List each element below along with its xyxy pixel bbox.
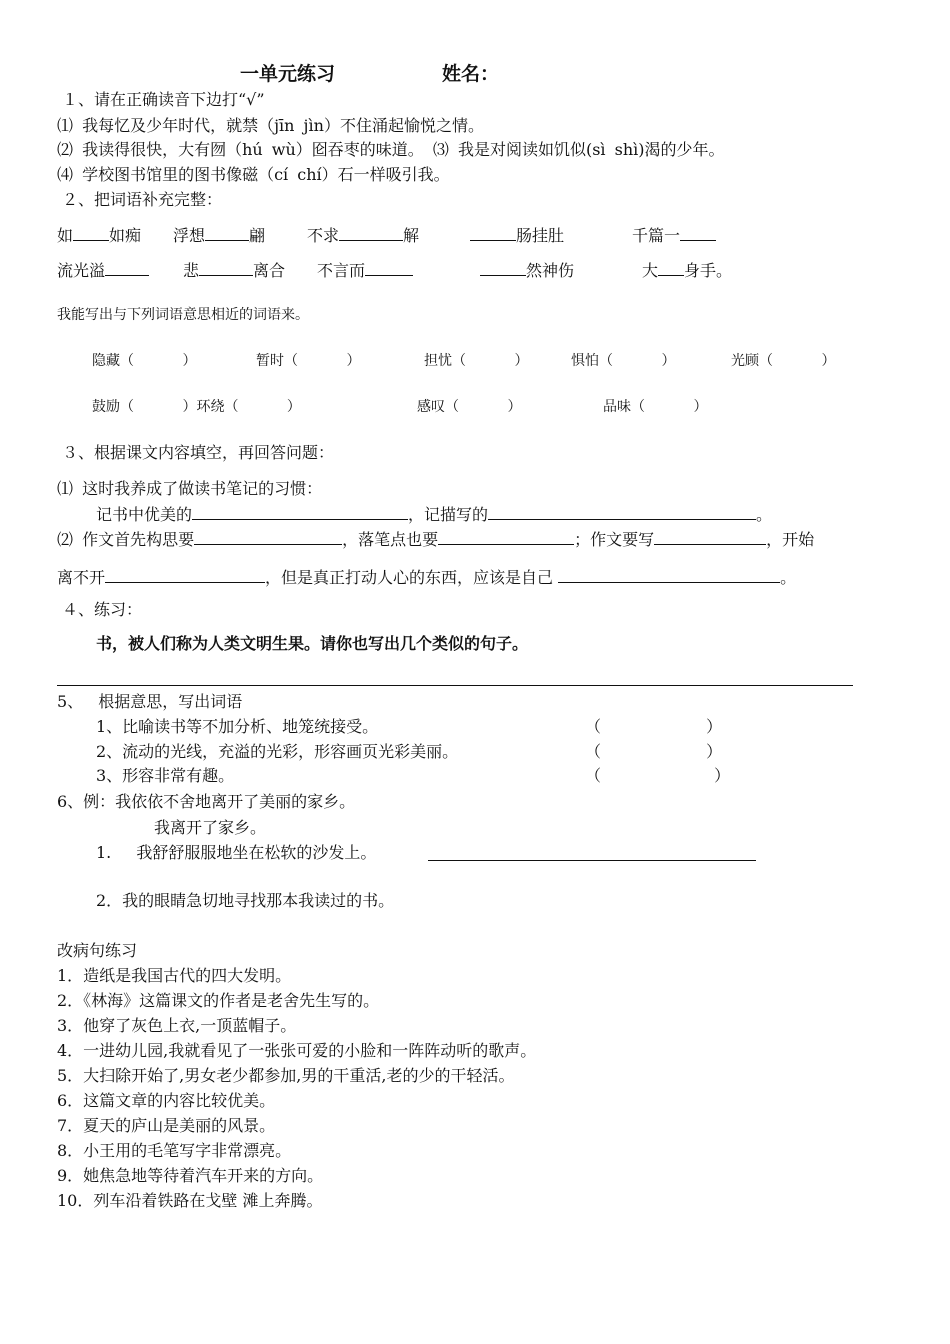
s5-item: 2、流动的光线，充溢的光彩，形容画页光彩美丽。	[96, 742, 459, 761]
sentence-item: 3．他穿了灰色上衣,一顶蓝帽子。	[57, 1016, 297, 1035]
s7-heading: 改病句练习	[57, 941, 138, 960]
fill-blank[interactable]	[558, 566, 780, 583]
fill-blank[interactable]	[488, 503, 756, 520]
worksheet-title: 一单元练习	[240, 63, 336, 85]
s3-heading: ３、根据课文内容填空，再回答问题：	[62, 443, 335, 462]
answer-paren[interactable]: （ ）	[585, 717, 723, 736]
synonym-heading: 我能写出与下列词语意思相近的词语来。	[57, 307, 309, 323]
s1-line-1: ⑴ 我每忆及少年时代，就禁（jīn jìn）不住涌起愉悦之情。	[57, 116, 484, 135]
fill-item: 浮想 翩	[173, 226, 266, 245]
sentence-item: 10．列车沿着铁路在戈壁 滩上奔腾。	[57, 1191, 323, 1210]
s1-line-2: ⑵ 我读得很快，大有囫（hú wù）囵吞枣的味道。 ⑶ 我是对阅读如饥似(sì shì)渴的少年。	[57, 140, 725, 159]
fill-item: 然神伤	[480, 259, 574, 281]
s3-line-3: ⑵ 作文首先构思要 ，落笔点也要 ；作文要写 ，开始	[57, 530, 815, 549]
fill-item: 如 如痴	[57, 226, 142, 245]
fill-blank[interactable]	[105, 259, 149, 276]
s6-example: 我离开了家乡。	[154, 818, 267, 837]
synonym-item: 品味（ ）	[603, 399, 708, 415]
s5-heading: 5、 根据意思，写出词语	[57, 692, 243, 711]
s1-line-3: ⑷ 学校图书馆里的图书像磁（cí chí）石一样吸引我。	[57, 165, 450, 184]
fill-blank[interactable]	[192, 503, 408, 520]
fill-blank[interactable]	[470, 224, 516, 241]
fill-item: 不言而	[317, 259, 413, 281]
s4-heading: ４、练习：	[62, 600, 143, 619]
sentence-item: 5．大扫除开始了,男女老少都参加,男的干重活,老的少的干轻活。	[57, 1066, 515, 1085]
answer-line[interactable]	[57, 685, 853, 686]
s5-item: 1、比喻读书等不加分析、地笼统接受。	[96, 717, 379, 736]
s6-question-1: 1. 我舒舒服服地坐在松软的沙发上。	[96, 843, 377, 862]
fill-blank[interactable]	[680, 224, 716, 241]
sentence-item: 9．她焦急地等待着汽车开来的方向。	[57, 1166, 324, 1185]
fill-item: 肠挂肚	[470, 224, 564, 246]
sentence-item: 8．小王用的毛笔写字非常漂亮。	[57, 1141, 292, 1160]
fill-item: 不求 解	[307, 226, 420, 245]
fill-item: 大 身手。	[642, 261, 733, 280]
synonym-item: 隐藏（ ）	[92, 353, 197, 369]
s4-prompt: 书，被人们称为人类文明生果。请你也写出几个类似的句子。	[96, 634, 529, 653]
sentence-item: 2．《林海》这篇课文的作者是老舍先生写的。	[57, 991, 380, 1010]
name-label: 姓名：	[442, 63, 500, 85]
synonym-item: 暂时（ ）	[256, 353, 361, 369]
fill-blank[interactable]	[205, 224, 249, 241]
s1-heading: １、请在正确读音下边打“√”	[62, 90, 265, 109]
answer-paren[interactable]: （ ）	[585, 742, 723, 761]
fill-blank[interactable]	[105, 566, 265, 583]
s3-line-1: ⑴ 这时我养成了做读书笔记的习惯：	[57, 479, 323, 498]
synonym-item: 惧怕（ ）	[571, 353, 676, 369]
fill-blank[interactable]	[654, 528, 766, 545]
s3-line-2: 记书中优美的 ，记描写的 。	[96, 505, 773, 524]
fill-item: 千篇一	[632, 224, 716, 246]
fill-item: 流光溢	[57, 259, 149, 281]
fill-blank[interactable]	[73, 224, 109, 241]
answer-paren[interactable]: （ ）	[585, 766, 731, 785]
s2-heading: ２、把词语补充完整：	[62, 190, 223, 209]
s5-item: 3、形容非常有趣。	[96, 766, 235, 785]
sentence-item: 4．一进幼儿园,我就看见了一张张可爱的小脸和一阵阵动听的歌声。	[57, 1041, 537, 1060]
synonym-item: 担忧（ ）	[424, 353, 529, 369]
fill-item: 悲 离合	[183, 261, 286, 280]
fill-blank[interactable]	[365, 259, 413, 276]
fill-blank[interactable]	[658, 259, 684, 276]
sentence-item: 6．这篇文章的内容比较优美。	[57, 1091, 276, 1110]
fill-blank[interactable]	[199, 259, 253, 276]
fill-blank[interactable]	[480, 259, 526, 276]
sentence-item: 7．夏天的庐山是美丽的风景。	[57, 1116, 276, 1135]
fill-blank[interactable]	[339, 224, 403, 241]
s3-line-4: 离不开 ，但是真正打动人心的东西，应该是自己 。	[57, 568, 797, 587]
fill-blank[interactable]	[438, 528, 574, 545]
sentence-item: 1．造纸是我国古代的四大发明。	[57, 966, 292, 985]
s6-question-2: 2．我的眼睛急切地寻找那本我读过的书。	[96, 891, 395, 910]
s6-heading: 6、例：我依依不舍地离开了美丽的家乡。	[57, 792, 356, 811]
synonym-item: 感叹（ ）	[417, 399, 522, 415]
fill-blank[interactable]	[194, 528, 342, 545]
synonym-item: 光顾（ ）	[731, 353, 836, 369]
synonym-item: 鼓励（ ）环绕（ ）	[92, 399, 301, 415]
answer-line[interactable]	[428, 860, 756, 861]
